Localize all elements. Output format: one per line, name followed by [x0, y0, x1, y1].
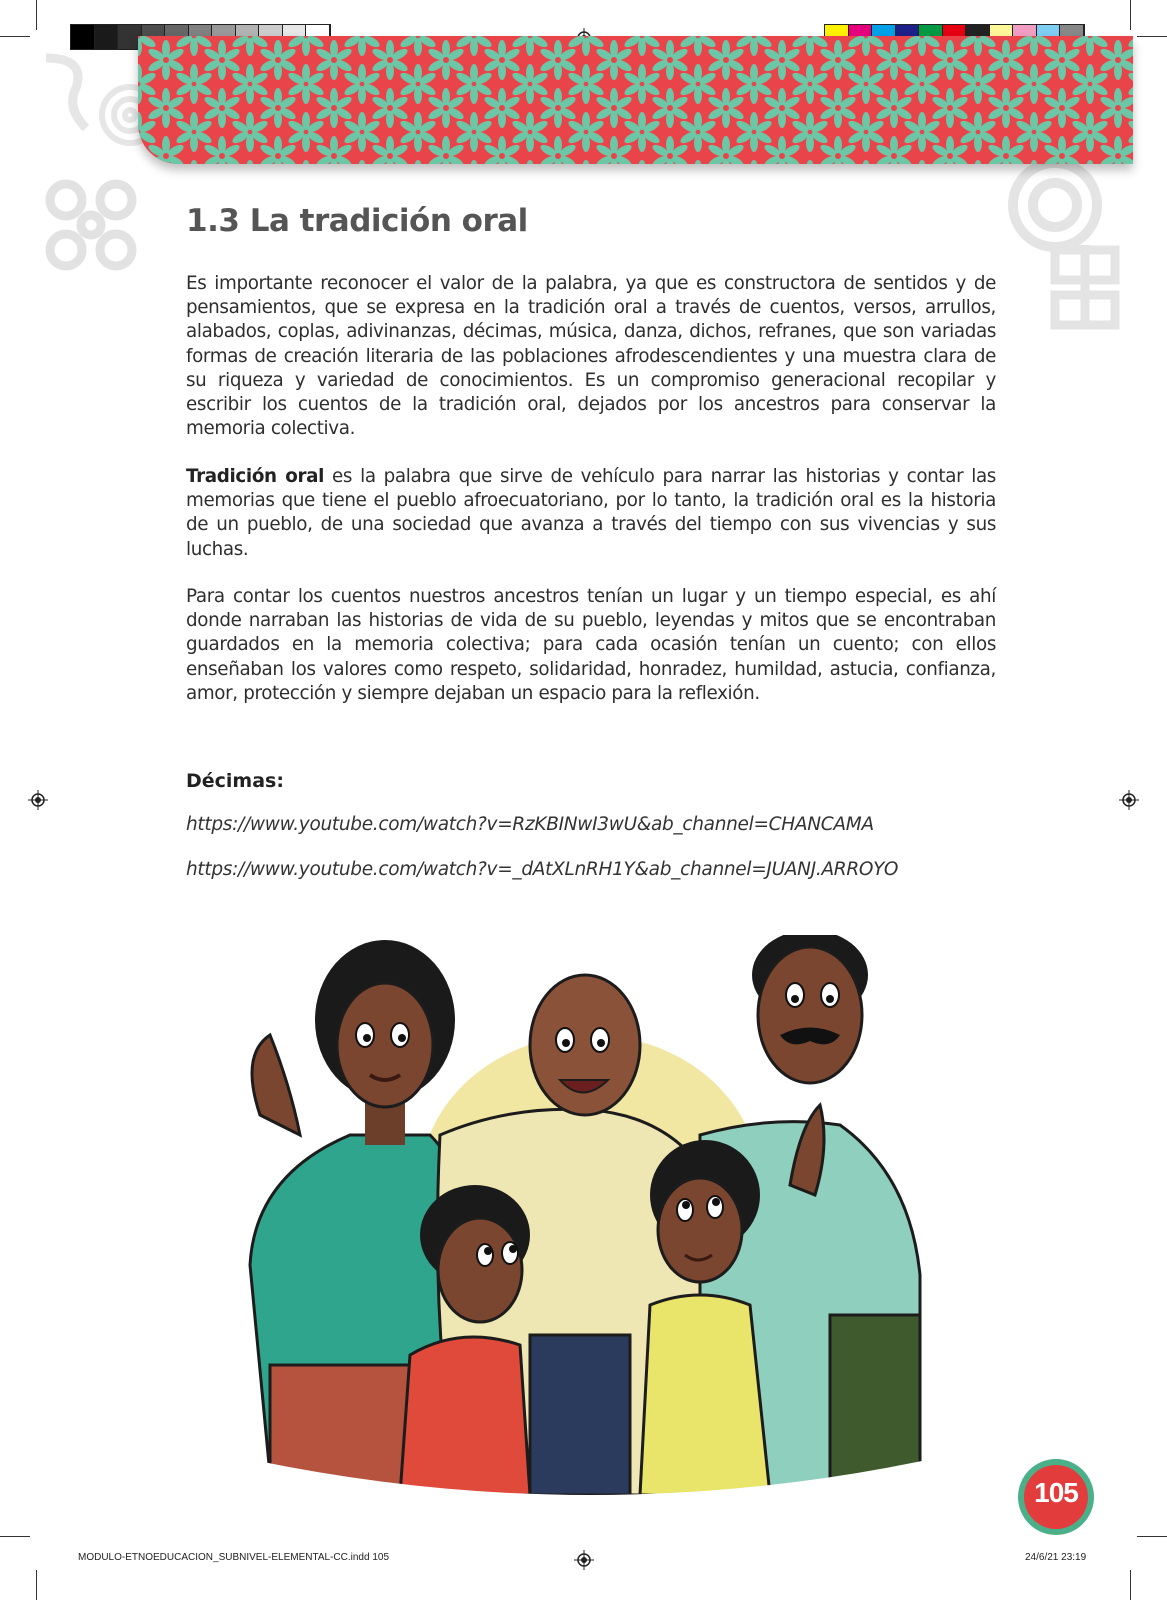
gray-swatch [71, 25, 95, 49]
adinkra-ornament-icon [36, 48, 96, 148]
gray-swatch [95, 25, 119, 49]
girl-figure [640, 1140, 770, 1495]
resources-heading: Décimas: [186, 770, 284, 792]
video-link[interactable]: https://www.youtube.com/watch?v=RzKBINwI3wU&ab_channel=CHANCAMA [186, 814, 874, 835]
crop-mark [36, 1570, 37, 1600]
registration-mark-icon [1119, 790, 1139, 810]
definition-text: es la palabra que sirve de vehículo para narrar las historias y contar las memorias que tiene el pueblo afroecuatoriano, por lo tanto, la tradición oral es la historia de un pueblo, de una sociedad que avanza a través del tiempo con sus vivencias y sus luchas. [186, 466, 996, 560]
crop-mark [36, 0, 37, 30]
crop-mark [1137, 36, 1167, 37]
decorative-banner [138, 36, 1133, 164]
footer-datetime: 24/6/21 23:19 [1025, 1552, 1087, 1563]
registration-mark-icon [28, 790, 48, 810]
defined-term: Tradición oral [186, 466, 325, 487]
section-title: 1.3 La tradición oral [186, 203, 528, 239]
crop-mark [1130, 1570, 1131, 1600]
paragraph-ancestors: Para contar los cuentos nuestros ancestros tenían un lugar y un tiempo especial, es ahí donde narraban las historias de vida de su pueblo, leyendas y mitos que se encontraban guardados en la memoria colectiva; para cada ocasión tenían un cuento; con ellos enseñaban los valores como respeto, solidaridad, honradez, humildad, astucia, confianza, amor, protección y siempre dejaban un espacio para la reflexión. [186, 586, 996, 704]
paragraph-intro: Es importante reconocer el valor de la palabra, ya que es constructora de sentidos y de pensamientos, que se expresa en la tradición oral a través de cuentos, versos, arrullos, alabados, coplas, adivinanzas, décimas, música, danza, dichos, refranes, que son variadas formas de creación literaria de las poblaciones afrodescendientes y una muestra clara de su riqueza y variedad de conocimientos. Es un compromiso generacional recopilar y escribir los cuentos de la tradición oral, dejados por los ancestros para conservar la memoria colectiva. [186, 273, 996, 440]
paragraph-definition [186, 465, 996, 562]
family-illustration [230, 935, 950, 1515]
crop-mark [0, 36, 30, 37]
flower-pattern [138, 36, 1133, 164]
adinkra-ornament-icon [36, 170, 146, 280]
adinkra-ornament-icon [1040, 235, 1130, 335]
video-link[interactable]: https://www.youtube.com/watch?v=_dAtXLnRH1Y&ab_channel=JUANJ.ARROYO [186, 859, 899, 880]
page-number: 105 [1034, 1477, 1078, 1508]
crop-mark [1130, 0, 1131, 30]
footer-file-info: MODULO-ETNOEDUCACION_SUBNIVEL-ELEMENTAL-CC.indd 105 [78, 1552, 390, 1563]
crop-mark [0, 1536, 30, 1537]
crop-mark [1137, 1536, 1167, 1537]
registration-mark-icon [574, 1550, 594, 1570]
